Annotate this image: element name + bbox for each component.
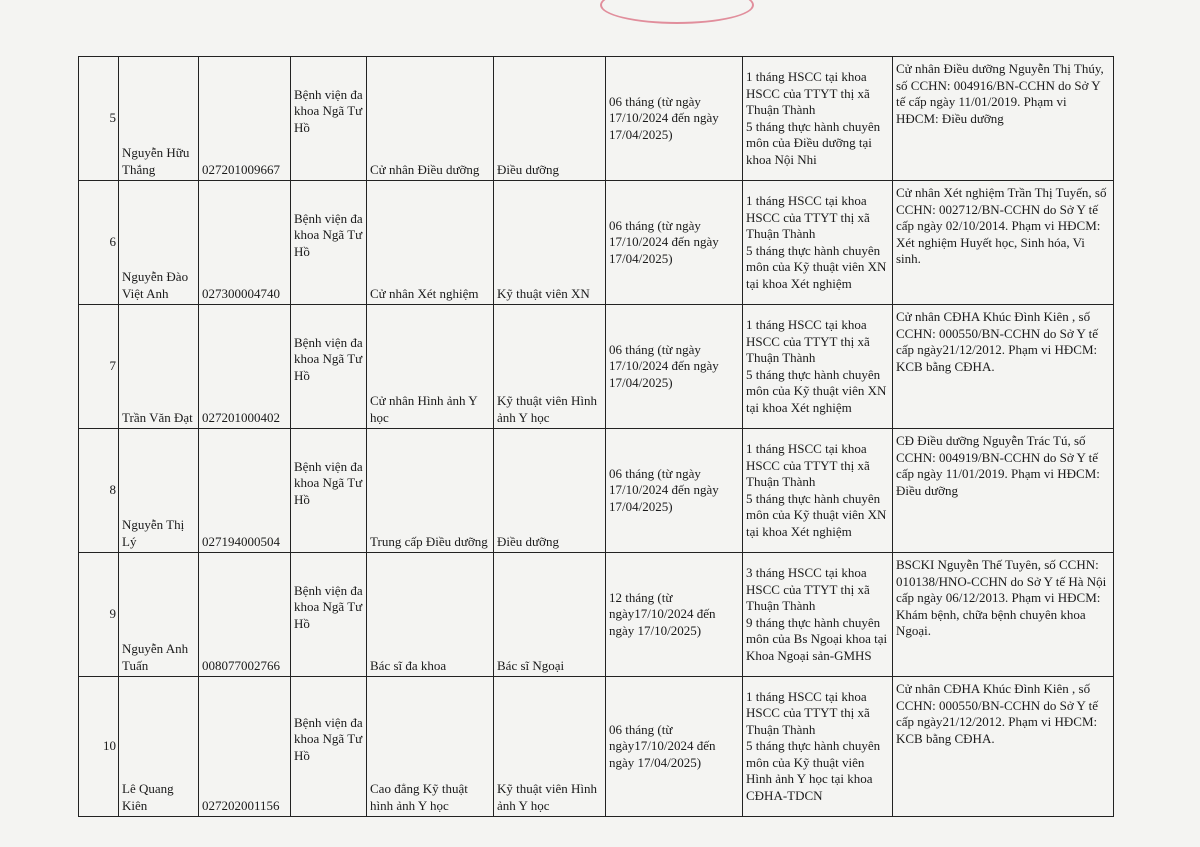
training-duration-cell: 12 tháng (từ ngày17/10/2024 đến ngày 17/10/2025) (606, 553, 743, 677)
table-row (79, 305, 1114, 429)
training-content-cell: 1 tháng HSCC tại khoa HSCC của TTYT thị xã Thuận Thành 5 tháng thực hành chuyên môn của Kỹ thuật viên XN tại khoa Xét nghiệm (743, 181, 893, 305)
instructor-info-cell: Cử nhân CĐHA Khúc Đình Kiên , số CCHN: 000550/BN-CCHN do Sở Y tế cấp ngày21/12/2012. Phạm vi HĐCM: KCB bằng CĐHA. (893, 677, 1114, 817)
job-position-cell: Kỹ thuật viên XN (494, 181, 606, 305)
training-duration-cell: 06 tháng (từ ngày 17/10/2024 đến ngày 17/04/2025) (606, 181, 743, 305)
instructor-info-cell: Cử nhân CĐHA Khúc Đình Kiên , số CCHN: 000550/BN-CCHN do Sở Y tế cấp ngày21/12/2012. Phạm vi HĐCM: KCB bằng CĐHA. (893, 305, 1114, 429)
table-row (79, 181, 1114, 305)
training-hospital-cell: Bệnh viện đa khoa Ngã Tư Hồ (291, 57, 367, 181)
row-number-cell: 7 (79, 305, 119, 429)
training-content-cell: 1 tháng HSCC tại khoa HSCC của TTYT thị xã Thuận Thành 5 tháng thực hành chuyên môn của Điều dưỡng tại khoa Nội Nhi (743, 57, 893, 181)
training-content-cell: 1 tháng HSCC tại khoa HSCC của TTYT thị xã Thuận Thành 5 tháng thực hành chuyên môn của Kỹ thuật viên XN tại khoa Xét nghiệm (743, 305, 893, 429)
trainee-name-cell: Lê Quang Kiên (119, 677, 199, 817)
training-hospital-cell: Bệnh viện đa khoa Ngã Tư Hồ (291, 305, 367, 429)
trainee-name-cell: Nguyễn Đào Việt Anh (119, 181, 199, 305)
row-number-cell: 5 (79, 57, 119, 181)
citizen-id-cell: 008077002766 (199, 553, 291, 677)
training-hospital-cell: Bệnh viện đa khoa Ngã Tư Hồ (291, 677, 367, 817)
training-hospital-cell: Bệnh viện đa khoa Ngã Tư Hồ (291, 429, 367, 553)
instructor-info-cell: Cử nhân Điều dưỡng Nguyễn Thị Thúy, số CCHN: 004916/BN-CCHN do Sở Y tế cấp ngày 11/01/2019. Phạm vi HĐCM: Điều dưỡng (893, 57, 1114, 181)
qualification-cell: Cao đẳng Kỹ thuật hình ảnh Y học (367, 677, 494, 817)
table-row (79, 677, 1114, 817)
trainee-name-cell: Nguyễn Hữu Thắng (119, 57, 199, 181)
trainee-table (78, 56, 1114, 817)
qualification-cell: Trung cấp Điều dưỡng (367, 429, 494, 553)
table-row (79, 57, 1114, 181)
trainee-name-cell: Trần Văn Đạt (119, 305, 199, 429)
trainee-name-cell: Nguyễn Anh Tuấn (119, 553, 199, 677)
qualification-cell: Cử nhân Hình ảnh Y học (367, 305, 494, 429)
job-position-cell: Điều dưỡng (494, 429, 606, 553)
training-content-cell: 1 tháng HSCC tại khoa HSCC của TTYT thị xã Thuận Thành 5 tháng thực hành chuyên môn của Kỹ thuật viên Hình ảnh Y học tại khoa CĐHA-TDCN (743, 677, 893, 817)
training-duration-cell: 06 tháng (từ ngày17/10/2024 đến ngày 17/04/2025) (606, 677, 743, 817)
instructor-info-cell: BSCKI Nguyễn Thế Tuyên, số CCHN: 010138/HNO-CCHN do Sở Y tế Hà Nội cấp ngày 06/12/2013. Phạm vi HĐCM: Khám bệnh, chữa bệnh chuyên khoa Ngoại. (893, 553, 1114, 677)
qualification-cell: Bác sĩ đa khoa (367, 553, 494, 677)
training-content-cell: 3 tháng HSCC tại khoa HSCC của TTYT thị xã Thuận Thành 9 tháng thực hành chuyên môn của Bs Ngoại khoa tại Khoa Ngoại sản-GMHS (743, 553, 893, 677)
trainee-name-cell: Nguyễn Thị Lý (119, 429, 199, 553)
training-duration-cell: 06 tháng (từ ngày 17/10/2024 đến ngày 17/04/2025) (606, 429, 743, 553)
qualification-cell: Cử nhân Xét nghiệm (367, 181, 494, 305)
training-hospital-cell: Bệnh viện đa khoa Ngã Tư Hồ (291, 181, 367, 305)
row-number-cell: 6 (79, 181, 119, 305)
table-row (79, 553, 1114, 677)
instructor-info-cell: CĐ Điều dưỡng Nguyễn Trác Tú, số CCHN: 004919/BN-CCHN do Sở Y tế cấp ngày 11/01/2019. Phạm vi HĐCM: Điều dưỡng (893, 429, 1114, 553)
row-number-cell: 10 (79, 677, 119, 817)
citizen-id-cell: 027202001156 (199, 677, 291, 817)
job-position-cell: Kỹ thuật viên Hình ảnh Y học (494, 305, 606, 429)
table-row (79, 429, 1114, 553)
citizen-id-cell: 027201009667 (199, 57, 291, 181)
qualification-cell: Cử nhân Điều dưỡng (367, 57, 494, 181)
row-number-cell: 9 (79, 553, 119, 677)
job-position-cell: Bác sĩ Ngoại (494, 553, 606, 677)
training-content-cell: 1 tháng HSCC tại khoa HSCC của TTYT thị xã Thuận Thành 5 tháng thực hành chuyên môn của Kỹ thuật viên XN tại khoa Xét nghiệm (743, 429, 893, 553)
training-duration-cell: 06 tháng (từ ngày 17/10/2024 đến ngày 17/04/2025) (606, 57, 743, 181)
instructor-info-cell: Cử nhân Xét nghiệm Trần Thị Tuyến, số CCHN: 002712/BN-CCHN do Sở Y tế cấp ngày 02/10/2014. Phạm vi HĐCM: Xét nghiệm Huyết học, Sinh hóa, Vi sinh. (893, 181, 1114, 305)
training-hospital-cell: Bệnh viện đa khoa Ngã Tư Hồ (291, 553, 367, 677)
citizen-id-cell: 027194000504 (199, 429, 291, 553)
row-number-cell: 8 (79, 429, 119, 553)
citizen-id-cell: 027201000402 (199, 305, 291, 429)
citizen-id-cell: 027300004740 (199, 181, 291, 305)
red-stamp-seal (600, 0, 754, 24)
job-position-cell: Kỹ thuật viên Hình ảnh Y học (494, 677, 606, 817)
training-duration-cell: 06 tháng (từ ngày 17/10/2024 đến ngày 17/04/2025) (606, 305, 743, 429)
job-position-cell: Điều dưỡng (494, 57, 606, 181)
